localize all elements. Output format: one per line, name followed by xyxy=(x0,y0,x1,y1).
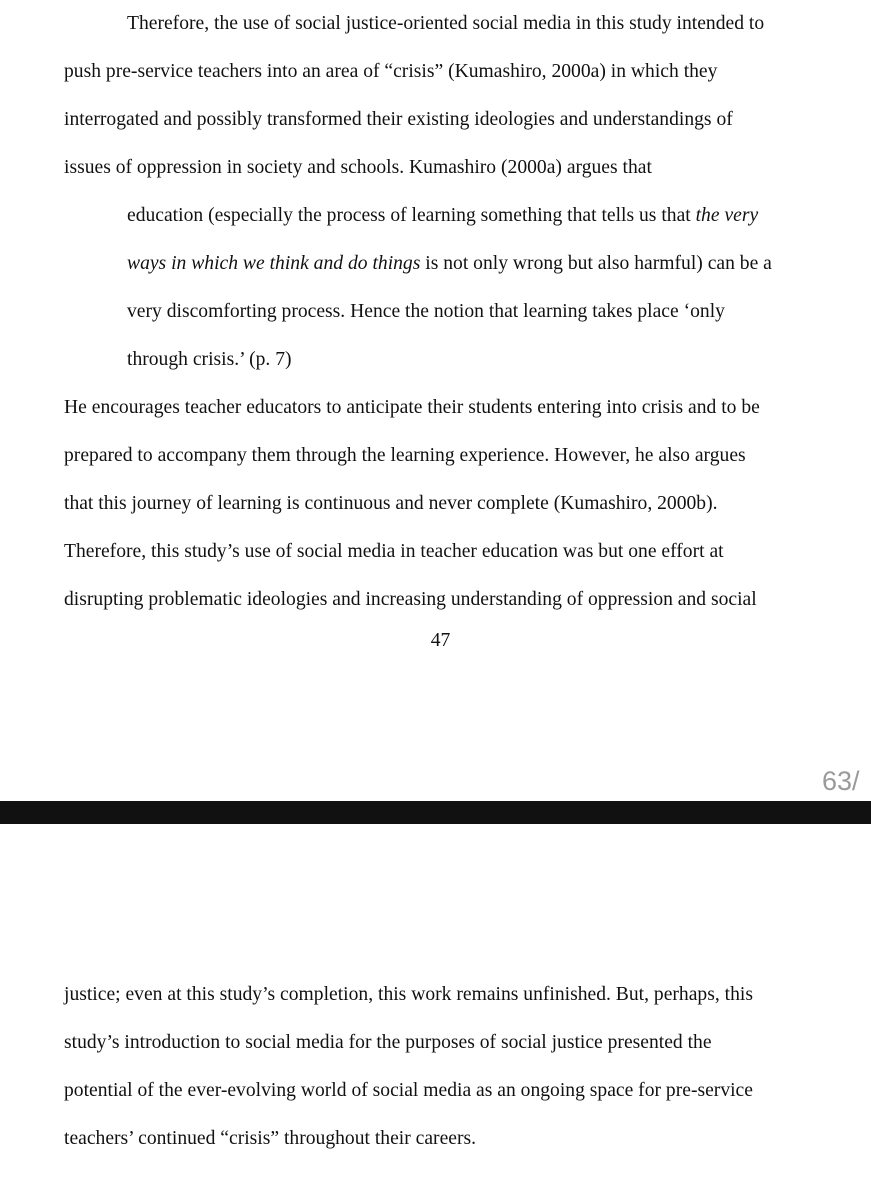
document-page-48 xyxy=(0,824,871,1200)
paragraph-line: study’s introduction to social media for the purposes of social justice presented the xyxy=(64,1032,712,1053)
block-quote-line xyxy=(127,204,758,228)
block-quote-line xyxy=(127,252,772,276)
paragraph-line: interrogated and possibly transformed their existing ideologies and understandings of xyxy=(64,109,733,130)
paragraph-line: Therefore, this study’s use of social media in teacher education was but one effort at xyxy=(64,541,724,562)
quote-emphasis: the very xyxy=(695,205,759,226)
paragraph-line: He encourages teacher educators to anticipate their students entering into crisis and to be xyxy=(64,397,760,418)
paragraph-line: disrupting problematic ideologies and increasing understanding of oppression and social xyxy=(64,589,757,610)
block-quote-line: through crisis.’ (p. 7) xyxy=(127,349,292,370)
viewer-page-counter: 63/ xyxy=(822,766,860,796)
quote-emphasis: ways in which we think and do things xyxy=(127,253,421,274)
paragraph-line: potential of the ever-evolving world of social media as an ongoing space for pre-service xyxy=(64,1080,753,1101)
block-quote-line: very discomforting process. Hence the notion that learning takes place ‘only xyxy=(127,301,725,322)
quote-text: is not only wrong but also harmful) can be a xyxy=(420,253,772,274)
paragraph-line: that this journey of learning is continuous and never complete (Kumashiro, 2000b). xyxy=(64,493,718,514)
paragraph-line: teachers’ continued “crisis” throughout their careers. xyxy=(64,1128,477,1149)
quote-text: education (especially the process of learning something that tells us that xyxy=(127,205,696,226)
paragraph-line: push pre-service teachers into an area of “crisis” (Kumashiro, 2000a) in which they xyxy=(64,61,718,82)
paragraph-line: Therefore, the use of social justice-oriented social media in this study intended to xyxy=(127,13,765,34)
paragraph-line: prepared to accompany them through the learning experience. However, he also argues xyxy=(64,445,746,466)
paragraph-line: justice; even at this study’s completion, this work remains unfinished. But, perhaps, this xyxy=(64,984,753,1005)
paragraph-line: issues of oppression in society and schools. Kumashiro (2000a) argues that xyxy=(64,157,652,178)
page-separator xyxy=(0,801,871,824)
page-number: 47 xyxy=(430,630,451,651)
